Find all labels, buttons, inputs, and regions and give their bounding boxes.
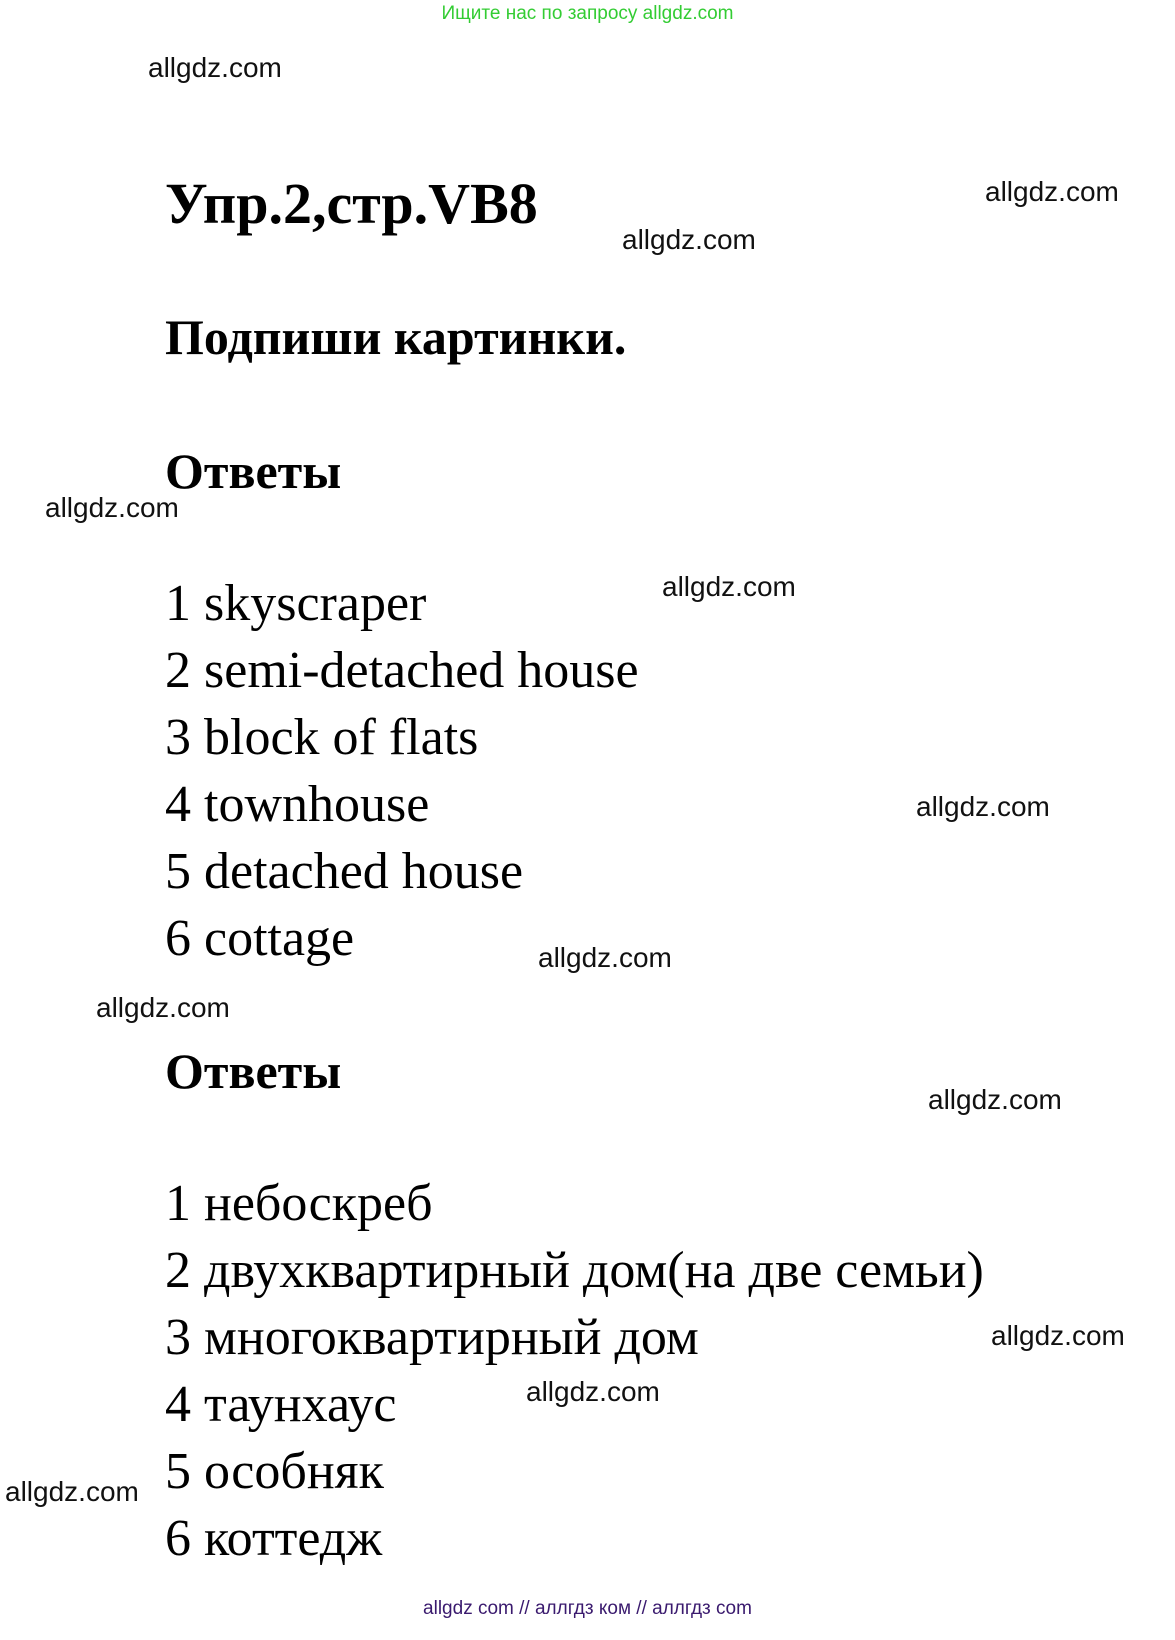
watermark: allgdz.com (526, 1376, 660, 1407)
list-item: 1 небоскреб (165, 1175, 433, 1232)
watermark: allgdz.com (916, 791, 1050, 822)
watermark: allgdz.com (622, 224, 756, 255)
list-item: 6 cottage (165, 910, 355, 967)
list-item: 2 semi-detached house (165, 642, 639, 699)
list-item: 4 townhouse (165, 776, 430, 833)
answers-list-en (165, 570, 639, 972)
answers-heading-en: Ответы (165, 443, 342, 499)
footer-links[interactable]: allgdz com // аллгдз ком // аллгдз com (423, 1598, 752, 1619)
list-item: 4 таунхаус (165, 1376, 397, 1433)
list-item: 3 многоквартирный дом (165, 1309, 699, 1366)
watermark: allgdz.com (96, 992, 230, 1023)
watermark: allgdz.com (5, 1476, 139, 1507)
list-item: 2 двухквартирный дом(на две семьи) (165, 1242, 984, 1299)
list-item: 5 detached house (165, 843, 524, 900)
answers-list-ru (165, 1170, 984, 1572)
page-title: Упр.2,стр.VB8 (165, 171, 538, 236)
watermark: allgdz.com (45, 492, 179, 523)
watermark: allgdz.com (985, 176, 1119, 207)
watermark: allgdz.com (928, 1084, 1062, 1115)
list-item: 5 особняк (165, 1443, 384, 1500)
watermark: allgdz.com (662, 571, 796, 602)
watermark: allgdz.com (991, 1320, 1125, 1351)
list-item: 1 skyscraper (165, 575, 427, 632)
watermark: allgdz.com (148, 52, 282, 83)
search-banner[interactable]: Ищите нас по запросу allgdz.com (441, 3, 734, 24)
answers-heading-ru: Ответы (165, 1043, 342, 1099)
task-instruction: Подпиши картинки. (165, 309, 627, 365)
list-item: 6 коттедж (165, 1510, 383, 1567)
list-item: 3 block of flats (165, 709, 479, 766)
watermark: allgdz.com (538, 942, 672, 973)
